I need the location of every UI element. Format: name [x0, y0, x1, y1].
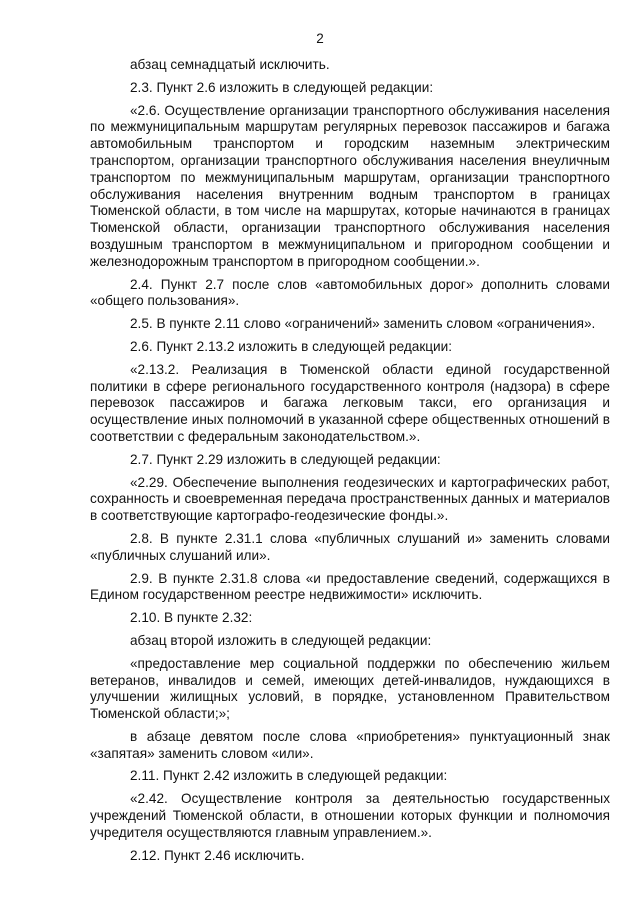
paragraph: «2.42. Осуществление контроля за деятельностью государственных учреждений Тюменской области, в отношении которых функции и полномочия учредителя осуществляются главным управлением.».: [90, 791, 610, 840]
paragraph: 2.11. Пункт 2.42 изложить в следующей редакции:: [130, 768, 448, 784]
paragraph: абзац второй изложить в следующей редакции:: [130, 632, 432, 648]
paragraph: 2.8. В пункте 2.31.1 слова «публичных слушаний и» заменить словами «публичных слушаний или».: [90, 530, 610, 563]
paragraph: 2.7. Пункт 2.29 изложить в следующей редакции:: [130, 451, 441, 467]
paragraph: 2.4. Пункт 2.7 после слов «автомобильных дорог» дополнить словами «общего пользования».: [90, 276, 610, 309]
paragraph: «2.29. Обеспечение выполнения геодезических и картографических работ, сохранность и своевременная передача пространственных данных и материалов в соответствующие картографо-геодезические фонды.».: [90, 474, 610, 524]
paragraph: «предоставление мер социальной поддержки по обеспечению жильем ветеранов, инвалидов и семей, имеющих детей-инвалидов, нуждающихся в улучшении жилищных условий, в порядке, установленном Правительством Тюменской области;»;: [90, 655, 610, 722]
paragraph: 2.5. В пункте 2.11 слово «ограничений» заменить словом «ограничения».: [130, 316, 596, 332]
paragraph: 2.10. В пункте 2.32:: [130, 610, 253, 626]
paragraph: 2.12. Пункт 2.46 исключить.: [130, 847, 305, 863]
document-body: [90, 57, 610, 870]
paragraph: 2.6. Пункт 2.13.2 изложить в следующей редакции:: [130, 338, 453, 354]
paragraph: в абзаце девятом после слова «приобретения» пунктуационный знак «запятая» заменить словом «или».: [90, 728, 610, 761]
paragraph: 2.3. Пункт 2.6 изложить в следующей редакции:: [130, 79, 434, 95]
paragraph: «2.6. Осуществление организации транспортного обслуживания населения по межмуниципальным маршрутам регулярных перевозок пассажиров и багажа автомобильным транспортом и городским наземным электрическим транспортом, организации транспортного обслуживания населения внеуличным транспортом по межмуниципальным маршрутам, организации транспортного обслуживания населения внутренним водным транспортом в границах Тюменской области, в том числе на маршрутах, которые начинаются в границах Тюменской области, организации транспортного обслуживания населения воздушным транспортом в межмуниципальном и пригородном сообщении и железнодорожным транспортом в пригородном сообщении.».: [90, 102, 610, 269]
paragraph: абзац семнадцатый исключить.: [130, 57, 330, 72]
paragraph: 2.9. В пункте 2.31.8 слова «и предоставление сведений, содержащихся в Едином государственном реестре недвижимости» исключить.: [90, 570, 610, 603]
page-number: 2: [316, 31, 324, 46]
paragraph: «2.13.2. Реализация в Тюменской области единой государственной политики в сфере регионального государственного контроля (надзора) в сфере перевозок пассажиров и багажа легковым такси, его организация и осуществление иных полномочий в указанной сфере общественных отношений в соответствии с федеральным законодательством.».: [90, 361, 610, 444]
